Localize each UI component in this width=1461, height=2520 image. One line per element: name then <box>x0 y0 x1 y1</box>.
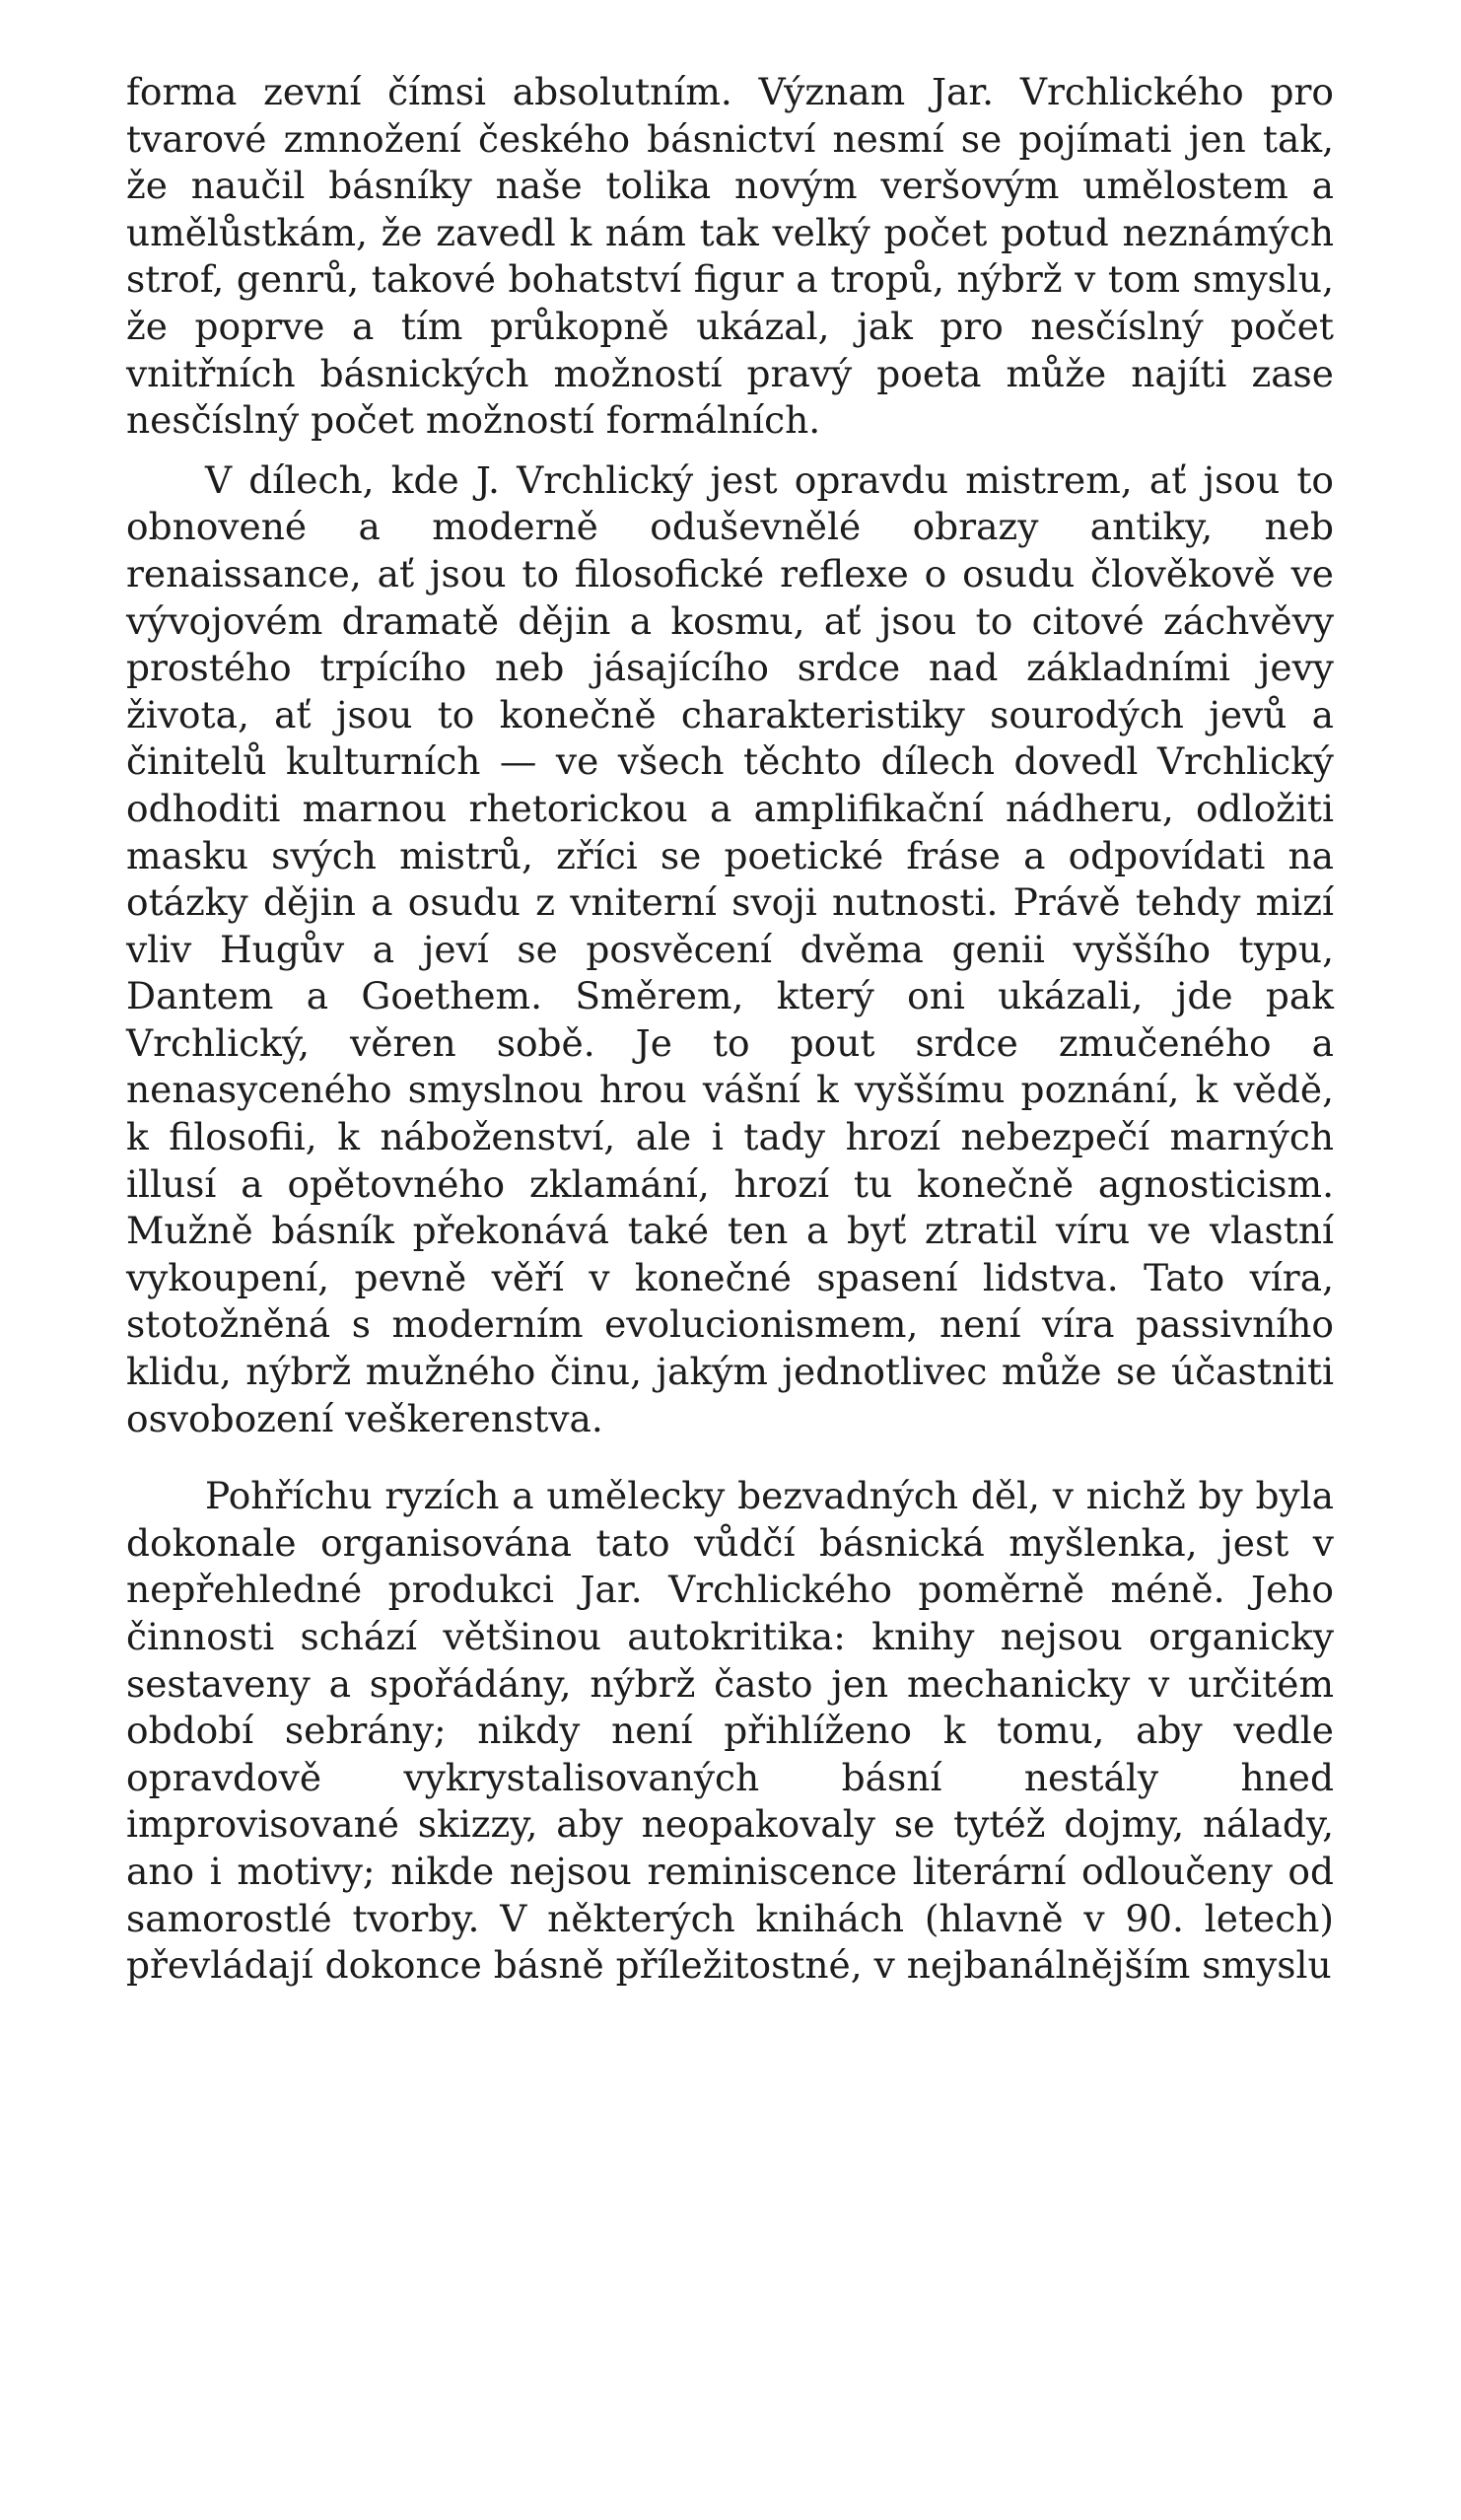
paragraph-2: V dílech, kde J. Vrchlický jest opravdu mistrem, ať jsou to obnovené a moderně oduševnělé obrazy antiky, neb renaissance, ať jsou to filosofické reflexe o osudu člověkově ve vývojovém dramatě dějin a kosmu, ať jsou to citové záchvěvy prostého trpícího neb jásajícího srdce nad základními jevy života, ať jsou to konečně charakteristiky sourodých jevů a činitelů kulturních — ve všech těchto dílech dovedl Vrchlický odhoditi marnou rhetorickou a amplifikační nádheru, odložiti masku svých mistrů, zříci se poetické fráse a odpovídati na otázky dějin a osudu z vniterní svoji nutnosti. Právě tehdy mizí vliv Hugův a jeví se posvěcení dvěma genii vyššího typu, Dantem a Goethem. Směrem, který oni ukázali, jde pak Vrchlický, věren sobě. Je to pout srdce zmučeného a nenasyceného smyslnou hrou vášní k vyššímu poznání, k vědě, k filosofii, k náboženství, ale i tady hrozí nebezpečí marných illusí a opětovného zklamání, hrozí tu konečně agnosticism. Mužně básník překonává také ten a byť ztratil víru ve vlastní vykoupení, pevně věří v konečné spasení lidstva. Tato víra, stotožněná s moderním evolucionismem, není víra passivního klidu, nýbrž mužného činu, jakým jednotlivec může se účastniti osvobození veškerenstva. <box>126 457 1334 1440</box>
paragraph-1: forma zevní čímsi absolutním. Význam Jar. Vrchlického pro tvarové zmnožení českého básnictví nesmí se pojímati jen tak, že naučil básníky naše tolika novým veršovým umělostem a umělůstkám, že zavedl k nám tak velký počet potud neznámých strof, genrů, takové bohatství figur a tropů, nýbrž v tom smyslu, že poprve a tím průkopně ukázal, jak pro nesčíslný počet vnitřních básnických možností pravý poeta může najíti zase nesčíslný počet možností formálních. <box>126 70 1334 443</box>
document-page <box>126 69 1334 1990</box>
paragraph-3: Pohříchu ryzích a umělecky bezvadných děl, v nichž by byla dokonale organisována tato vůdčí básnická myšlenka, jest v nepřehledné produkci Jar. Vrchlického poměrně méně. Jeho činnosti schází většinou autokritika: knihy nejsou organicky sestaveny a spořádány, nýbrž často jen mechanicky v určitém období sebrány; nikdy není přihlíženo k tomu, aby vedle opravdově vykrystalisovaných básní nestály hned improvisované skizzy, aby neopakovaly se tytéž dojmy, nálady, ano i motivy; nikde nejsou reminiscence literární odloučeny od samorostlé tvorby. V některých knihách (hlavně v 90. letech) převládají dokonce básně příležitostné, v nejbanálnějším smyslu <box>126 1474 1334 1988</box>
